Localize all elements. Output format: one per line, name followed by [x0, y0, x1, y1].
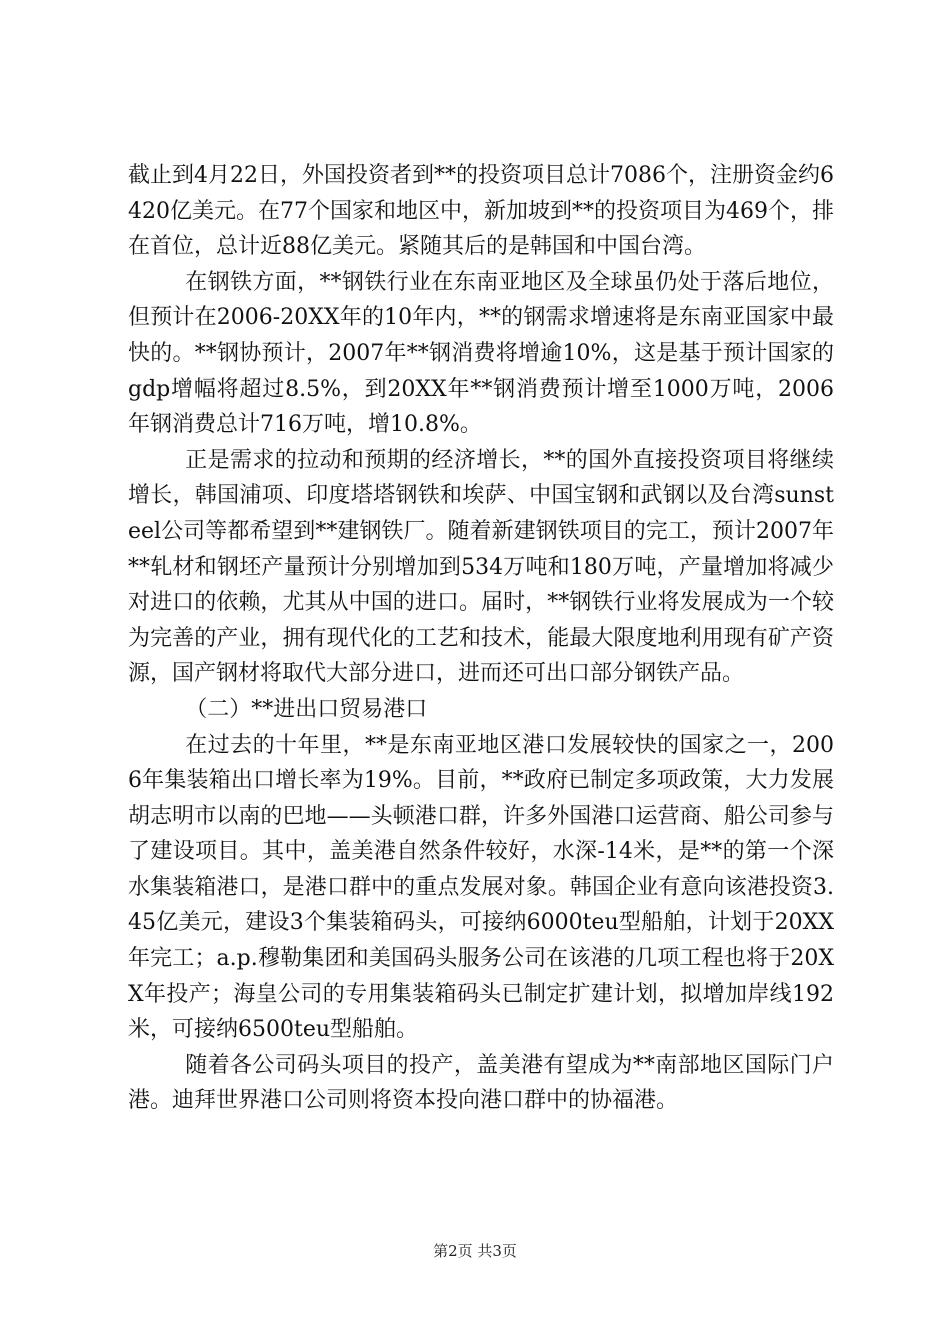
paragraph-foreign-investment: 正是需求的拉动和预期的经济增长，**的国外直接投资项目将继续增长，韩国浦项、印度塔塔钢铁和埃萨、中国宝钢和武钢以及台湾sunsteel公司等都希望到**建钢铁厂。随着新建钢铁项目的完工，预计2007年**轧材和钢坯产量预计分别增加到534万吨和180万吨，产量增加将减少对进口的依赖，尤其从中国的进口。届时，**钢铁行业将发展成为一个较为完善的产业，拥有现代化的工艺和技术，能最大限度地利用现有矿产资源，国产钢材将取代大部分进口，进而还可出口部分钢铁产品。: [128, 447, 834, 687]
document-body: [128, 158, 834, 1119]
paragraph-steel-industry: 在钢铁方面，**钢铁行业在东南亚地区及全球虽仍处于落后地位，但预计在2006-20XX年的10年内，**的钢需求增速将是东南亚国家中最快的。**钢协预计，2007年**钢消费将增逾10%，这是基于预计国家的gdp增幅将超过8.5%，到20XX年**钢消费预计增至1000万吨，2006年钢消费总计716万吨，增10.8%。: [128, 269, 834, 438]
paragraph-port-development: 在过去的十年里，**是东南亚地区港口发展较快的国家之一，2006年集装箱出口增长率为19%。目前，**政府已制定多项政策，大力发展胡志明市以南的巴地——头顿港口群，许多外国港口运营商、船公司参与了建设项目。其中，盖美港自然条件较好，水深-14米，是**的第一个深水集装箱港口，是港口群中的重点发展对象。韩国企业有意向该港投资3.45亿美元，建设3个集装箱码头，可接纳6000teu型船舶，计划于20XX年完工；a.p.穆勒集团和美国码头服务公司在该港的几项工程也将于20XX年投产；海皇公司的专用集装箱码头已制定扩建计划，拟增加岸线192米，可接纳6500teu型船舶。: [128, 732, 834, 1043]
paragraph-gateway-port: 随着各公司码头项目的投产，盖美港有望成为**南部地区国际门户港。迪拜世界港口公司则将资本投向港口群中的协福港。: [128, 1052, 834, 1114]
paragraph-investment-summary: 截止到4月22日，外国投资者到**的投资项目总计7086个，注册资金约6420亿美元。在77个国家和地区中，新加坡到**的投资项目为469个，排在首位，总计近88亿美元。紧随其后的是韩国和中国台湾。: [128, 163, 834, 260]
page-number-footer: 第2页 共3页: [433, 1242, 517, 1260]
section-heading-ports: （二）**进出口贸易港口: [185, 696, 428, 722]
